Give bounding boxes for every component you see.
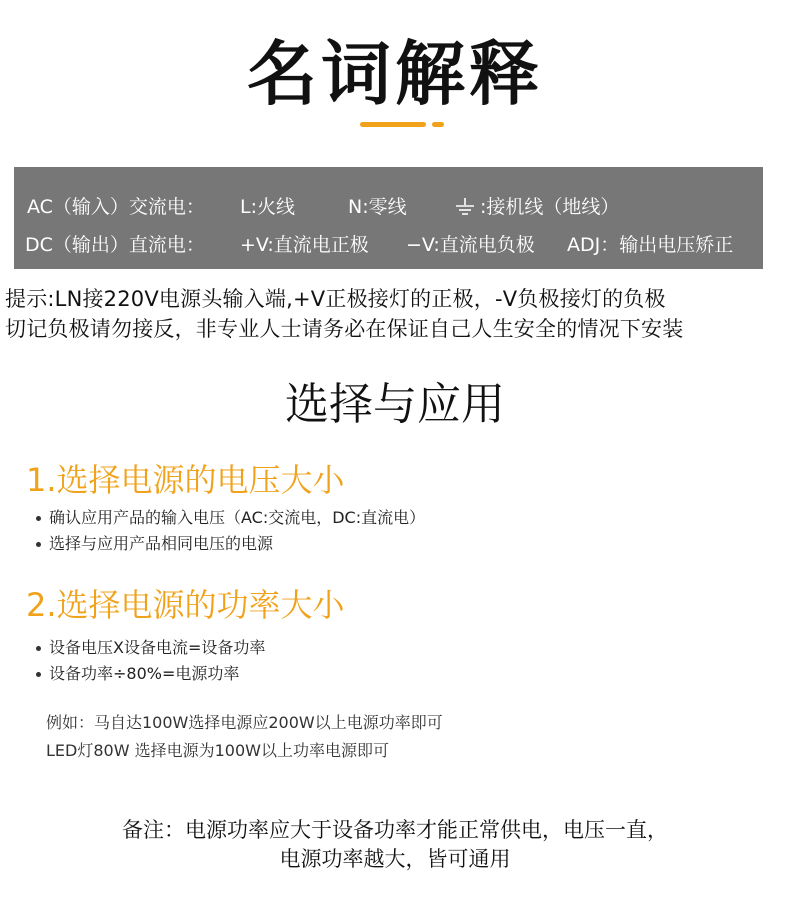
def-adj: ADJ：输出电压矫正 (567, 234, 734, 256)
def-dc: DC（输出）直流电： (25, 234, 205, 256)
note-line-1: 备注：电源功率应大于设备功率才能正常供电，电压一直， (122, 818, 668, 842)
bullet-dot-icon (36, 672, 41, 677)
def-pos: +V:直流电正极 (240, 234, 369, 256)
def-l: L:火线 (240, 196, 295, 218)
step1-title: 1.选择电源的电压大小 (26, 461, 345, 499)
step1-bullet-2: 选择与应用产品相同电压的电源 (36, 531, 273, 554)
step2-title: 2.选择电源的功率大小 (26, 586, 345, 624)
def-ac: AC（输入）交流电： (27, 196, 205, 218)
ground-icon (454, 195, 476, 217)
step2-bullet-1: 设备电压X设备电流=设备功率 (36, 635, 265, 658)
bullet-dot-icon (36, 542, 41, 547)
note-line-2: 电源功率越大，皆可通用 (279, 847, 511, 871)
section-title: 选择与应用 (285, 379, 505, 430)
bullet-dot-icon (36, 646, 41, 651)
step1-bullet-1: 确认应用产品的输入电压（AC:交流电，DC:直流电） (36, 505, 425, 528)
tip-line-2: 切记负极请勿接反，非专业人士请务必在保证自己人生安全的情况下安装 (5, 317, 684, 341)
example-line-1: 例如：马自达100W选择电源应200W以上电源功率即可 (46, 713, 443, 732)
def-ground: :接机线（地线） (480, 196, 620, 218)
definitions-box (14, 167, 763, 269)
tip-line-1: 提示:LN接220V电源头输入端,+V正极接灯的正极，-V负极接灯的负极 (5, 287, 666, 311)
page-title: 名词解释 (247, 33, 543, 115)
bullet-dot-icon (36, 516, 41, 521)
title-underline-long (360, 122, 426, 127)
def-neg: −V:直流电负极 (406, 234, 535, 256)
step2-bullet-2: 设备功率÷80%=电源功率 (36, 661, 239, 684)
example-line-2: LED灯80W 选择电源为100W以上功率电源即可 (46, 741, 389, 760)
def-n: N:零线 (348, 196, 407, 218)
title-underline-short (432, 122, 444, 127)
